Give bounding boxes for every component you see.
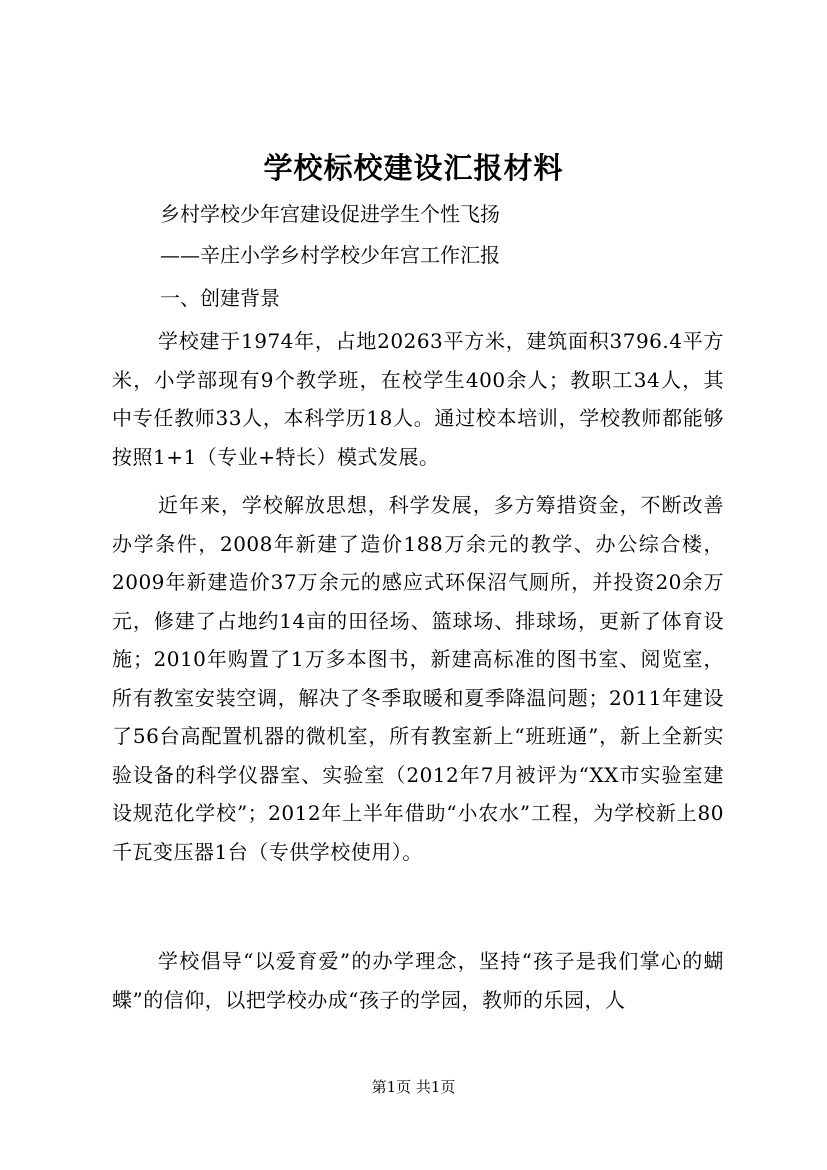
document-title: 学校标校建设汇报材料 (263, 151, 564, 185)
paragraph-1: 学校建于1974年，占地20263平方米，建筑面积3796.4平方米，小学部现有9个教学班，在校学生400余人；教职工34人，其中专任教师33人，本科学历18人。通过校本培训，学校教师都能够按照1+1（专业+特长）模式发展。 (112, 329, 724, 469)
paragraph-3: 学校倡导“以爱育爱”的办学理念，坚持“孩子是我们掌心的蝴蝶”的信仰，以把学校办成“孩子的学园，教师的乐园，人 (112, 949, 724, 1012)
paragraph-2: 近年来，学校解放思想，科学发展，多方筹措资金，不断改善办学条件，2008年新建了造价188万余元的教学、办公综合楼，2009年新建造价37万余元的感应式环保沼气厕所，并投资20余万元，修建了占地约14亩的田径场、篮球场、排球场，更新了体育设施；2010年购置了1万多本图书，新建高标准的图书室、阅览室，所有教室安装空调，解决了冬季取暖和夏季降温问题；2011年建设了56台高配置机器的微机室，所有教室新上“班班通”，新上全新实验设备的科学仪器室、实验室（2012年7月被评为“XX市实验室建设规范化学校”；2012年上半年借助“小农水”工程，为学校新上80千瓦变压器1台（专供学校使用）。 (112, 493, 724, 864)
document-byline: ——辛庄小学乡村学校少年宫工作汇报 (160, 243, 500, 267)
section-heading: 一、创建背景 (160, 286, 280, 310)
page-footer: 第1页 共1页 (371, 1078, 456, 1096)
document-subtitle: 乡村学校少年宫建设促进学生个性飞扬 (160, 202, 500, 226)
